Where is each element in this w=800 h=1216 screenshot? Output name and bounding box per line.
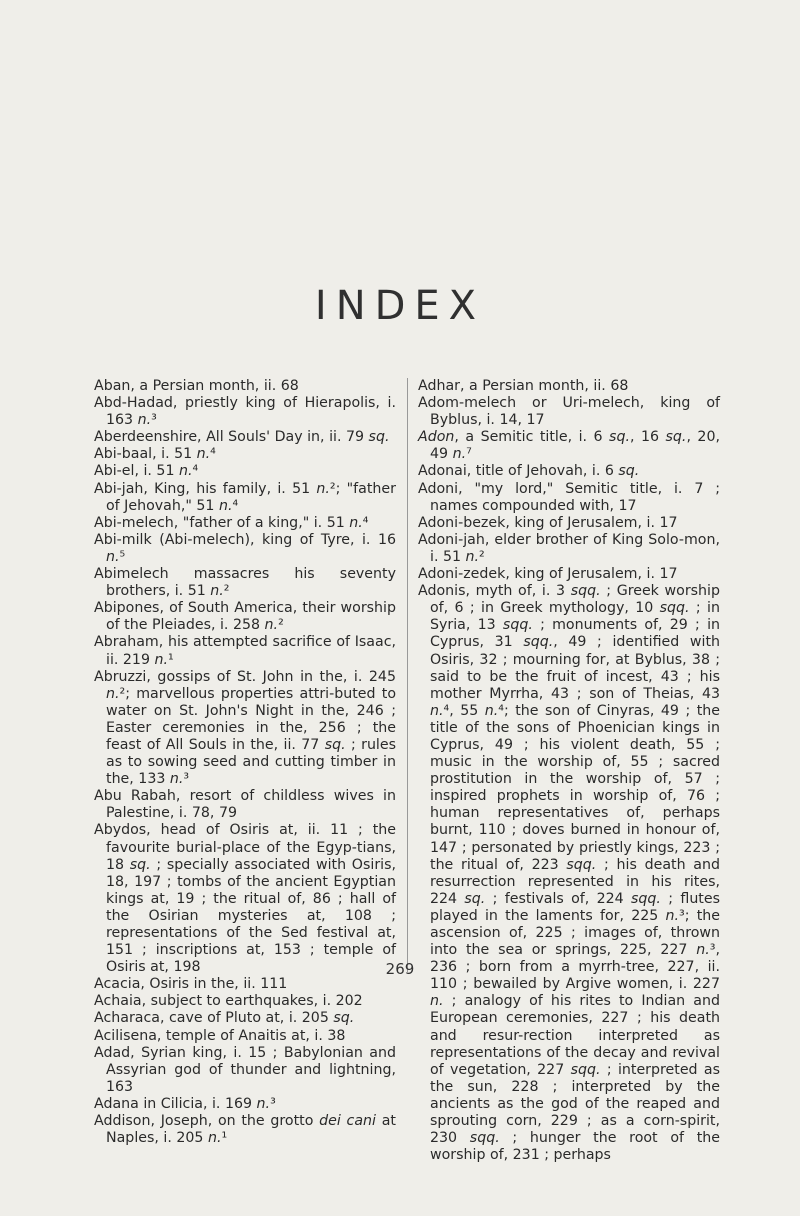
index-entry: Abi-el, i. 51 n.⁴: [94, 463, 199, 480]
index-entry: Adhar, a Persian month, ii. 68: [418, 378, 629, 394]
page-number: 269: [385, 960, 415, 978]
index-entry: Acilisena, temple of Anaitis at, i. 38: [94, 1027, 346, 1044]
index-entry: Abimelech massacres his seventy brothers, i. 51 n.²: [94, 566, 396, 600]
index-entry: Adoni-bezek, king of Jerusalem, i. 17: [418, 514, 678, 531]
index-entry: Abipones, of South America, their worship of the Pleiades, i. 258 n.²: [94, 600, 396, 634]
index-entry: Abi-baal, i. 51 n.⁴: [94, 446, 216, 463]
index-entry: Abd-Hadad, priestly king of Hierapolis, i. 163 n.³: [94, 395, 396, 429]
index-entry: Adana in Cilicia, i. 169 n.³: [94, 1095, 276, 1112]
page-title: INDEX: [314, 283, 486, 329]
index-entry: Aban, a Persian month, ii. 68: [94, 378, 299, 394]
index-entry: Adonis, myth of, i. 3 sqq. ; Greek worship of, 6 ; in Greek mythology, 10 sqq. ; in Syria, 13 sqq. ; monuments of, 29 ; in Cyprus, 31 sqq., 49 ; identified with Osiris, 32 ; mourning for, at Byblus, 38 ; said to be the fruit of incest, 43 ; his mother Myrrha, 43 ; son of Theias, 43 n.⁴, 55 n.⁴; the son of Cinyras, 49 ; the title of the sons of Phoenician kings in Cyprus, 49 ; his violent death, 55 ; music in the worship of, 55 ; sacred prostitution in the worship of, 57 ; inspired prophets in worship of, 76 ; human representatives of, perhaps burnt, 110 ; doves burned in honour of, 147 ; personated by priestly kings, 223 ; the ritual of, 223 sqq. ; his death and resurrection represented in his rites, 224 sq. ; festivals of, 224 sqq. ; flutes played in the laments for, 225 n.³; the ascension of, 225 ; images of, thrown into the sea or springs, 225, 227 n.³, 236 ; born from a myrrh-tree, 227, ii. 110 ; bewailed by Argive women, i. 227 n. ; analogy of his rites to Indian and European ceremonies, 227 ; his death and resur-rection interpreted as representations of the decay and revival of vegetation, 227 sqq. ; interpreted as the sun, 228 ; interpreted by the ancients as the god of the reaped and sprouting corn, 229 ; as a corn-spirit, 230 sqq. ; hunger the root of the worship of, 231 ; perhaps: [418, 583, 721, 1164]
index-entry: Acharaca, cave of Pluto at, i. 205 sq.: [94, 1010, 355, 1027]
index-entry: Abruzzi, gossips of St. John in the, i. 245 n.²; marvellous properties attri-buted to water on St. John's Night in the, 246 ; Easter ceremonies in the, 256 ; the feast of All Souls in the, ii. 77 sq. ; rules as to sowing seed and cutting timber in the, 133 n.³: [94, 668, 396, 788]
index-column-left: [94, 378, 396, 1147]
index-entry: Adom-melech or Uri-melech, king of Byblus, i. 14, 17: [418, 395, 720, 429]
index-column-right: [418, 378, 720, 1164]
index-entry: Adoni-jah, elder brother of King Solo-mon, i. 51 n.²: [418, 531, 720, 565]
index-entry: Abi-melech, "father of a king," i. 51 n.⁴: [94, 514, 369, 531]
index-entry: Abi-milk (Abi-melech), king of Tyre, i. 16 n.⁵: [94, 531, 396, 565]
index-entry: Adon, a Semitic title, i. 6 sq., 16 sq., 20, 49 n.⁷: [418, 429, 720, 463]
index-entry: Achaia, subject to earthquakes, i. 202: [94, 993, 363, 1010]
index-entry: Adonai, title of Jehovah, i. 6 sq.: [418, 463, 640, 480]
index-entry: Abydos, head of Osiris at, ii. 11 ; the favourite burial-place of the Egyp-tians, 18 sq. ; specially associated with Osiris, 18, 197 ; tombs of the ancient Egyptian kings at, 19 ; the ritual of, 86 ; hall of the Osirian mysteries at, 108 ; representations of the Sed festival at, 151 ; inscriptions at, 153 ; temple of Osiris at, 198: [94, 822, 396, 976]
index-entry: Abu Rabah, resort of childless wives in Palestine, i. 78, 79: [94, 788, 396, 822]
index-entry: Adoni, "my lord," Semitic title, i. 7 ; names compounded with, 17: [418, 480, 720, 514]
index-entry: Acacia, Osiris in the, ii. 111: [94, 976, 288, 993]
index-entry: Addison, Joseph, on the grotto dei cani at Naples, i. 205 n.¹: [94, 1113, 396, 1147]
index-entry: Abraham, his attempted sacrifice of Isaac, ii. 219 n.¹: [94, 634, 396, 668]
index-entry: Abi-jah, King, his family, i. 51 n.²; "father of Jehovah," 51 n.⁴: [94, 480, 396, 514]
index-entry: Adad, Syrian king, i. 15 ; Babylonian and Assyrian god of thunder and lightning, 163: [94, 1044, 396, 1095]
index-entry: Adoni-zedek, king of Jerusalem, i. 17: [418, 566, 678, 583]
index-entry: Aberdeenshire, All Souls' Day in, ii. 79 sq.: [94, 429, 390, 446]
column-divider: [407, 378, 408, 972]
